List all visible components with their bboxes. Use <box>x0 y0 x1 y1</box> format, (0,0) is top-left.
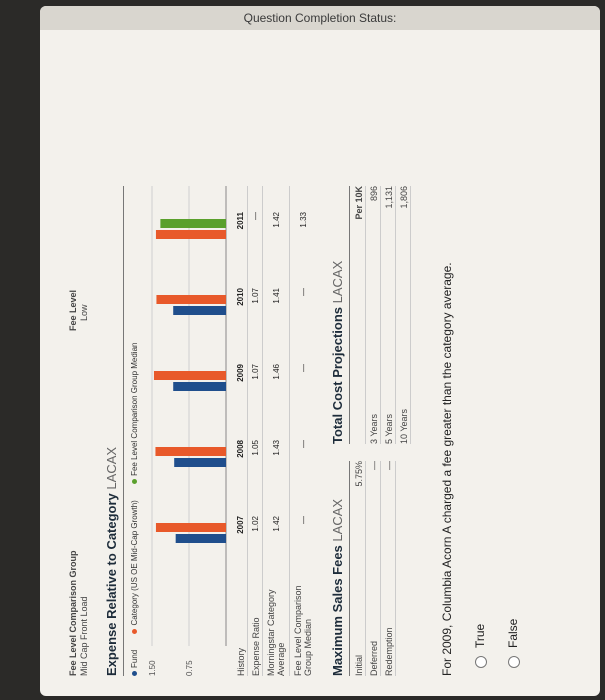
ca-2011: 1.42 <box>272 212 281 228</box>
max-sales-fees-title: Maximum Sales Fees LACAX <box>330 498 345 676</box>
expense-ticker: LACAX <box>104 446 119 490</box>
er-2007: 1.02 <box>251 516 260 532</box>
legend-median: Fee Level Comparison Group Median <box>130 343 139 484</box>
fee-initial-label: Initial <box>354 654 364 676</box>
rotated-content <box>68 26 578 676</box>
legend-category: Category (US OE Mid-Cap Growth) <box>130 500 139 633</box>
fee-deferred-value: — <box>369 461 379 470</box>
gm-2010: — <box>299 288 308 296</box>
proj-10y-label: 10 Years <box>399 408 409 444</box>
er-2010: 1.07 <box>251 288 260 304</box>
er-2009: 1.07 <box>251 364 260 380</box>
bar-2007-series-1 <box>156 523 226 532</box>
year-2008: 2008 <box>236 440 245 458</box>
ca-2010: 1.41 <box>272 288 281 304</box>
legend-fund: Fund <box>130 650 139 676</box>
er-2008: 1.05 <box>251 440 260 456</box>
top-strip: Question Completion Status: <box>40 6 600 30</box>
fee-level-value: Low <box>79 304 89 321</box>
fee-group-label: Fee Level Comparison Group <box>68 550 78 676</box>
bar-2009-series-0 <box>173 382 226 391</box>
bar-2010-series-0 <box>173 306 226 315</box>
proj-10y-value: 1,806 <box>399 186 409 209</box>
expense-chart <box>146 186 232 676</box>
bar-2011-series-1 <box>156 230 226 239</box>
fee-level-label: Fee Level <box>68 289 78 331</box>
row-label-category-average: Morningstar Category Average <box>266 589 286 676</box>
year-2007: 2007 <box>236 516 245 534</box>
fee-redemption-value: — <box>384 461 394 470</box>
row-label-expense-ratio: Expense Ratio <box>251 617 261 676</box>
row-label-group-median: Fee Level Comparison Group Median <box>293 585 313 676</box>
screen <box>40 6 600 696</box>
fee-redemption-label: Redemption <box>384 627 394 676</box>
gm-2009: — <box>299 364 308 372</box>
fee-deferred-label: Deferred <box>369 640 379 676</box>
option-false[interactable]: False <box>506 619 520 668</box>
total-cost-title: Total Cost Projections LACAX <box>330 260 345 444</box>
ca-2008: 1.43 <box>272 440 281 456</box>
fee-initial-value: 5.75% <box>354 461 364 487</box>
bar-2007-series-0 <box>176 534 226 543</box>
year-2011: 2011 <box>236 212 245 230</box>
y-tick-label-1: 0.75 <box>185 660 194 676</box>
proj-5y-value: 1,131 <box>384 186 394 209</box>
bar-2008-series-0 <box>174 458 226 467</box>
bar-2011-series-2 <box>160 219 226 228</box>
per-10k-label: Per 10K <box>354 186 364 220</box>
radio-true-icon[interactable] <box>475 656 487 668</box>
bar-2009-series-1 <box>154 371 226 380</box>
gm-2008: — <box>299 440 308 448</box>
radio-false-icon[interactable] <box>508 656 520 668</box>
ca-2007: 1.42 <box>272 516 281 532</box>
proj-3y-value: 896 <box>369 186 379 202</box>
ca-2009: 1.46 <box>272 364 281 380</box>
expense-chart-svg <box>146 186 232 676</box>
expense-rule <box>123 186 124 676</box>
gm-2007: — <box>299 516 308 524</box>
option-true[interactable]: True <box>473 624 487 668</box>
proj-3y-label: 3 Years <box>369 413 379 444</box>
chart-legend <box>130 343 139 676</box>
table-header-history: History <box>236 647 246 676</box>
proj-5y-label: 5 Years <box>384 413 394 444</box>
expense-title: Expense Relative to Category LACAX <box>104 446 119 676</box>
year-2010: 2010 <box>236 288 245 306</box>
bar-2008-series-1 <box>155 447 226 456</box>
bar-2010-series-1 <box>156 295 226 304</box>
fee-group-value: Mid Cap Front Load <box>79 596 89 676</box>
gm-2011: 1.33 <box>299 212 308 228</box>
er-2011: — <box>251 212 260 220</box>
year-2009: 2009 <box>236 364 245 382</box>
y-tick-label-0: 1.50 <box>148 660 157 676</box>
question-text: For 2009, Columbia Acorn A charged a fee greater than the category average. <box>440 262 454 676</box>
